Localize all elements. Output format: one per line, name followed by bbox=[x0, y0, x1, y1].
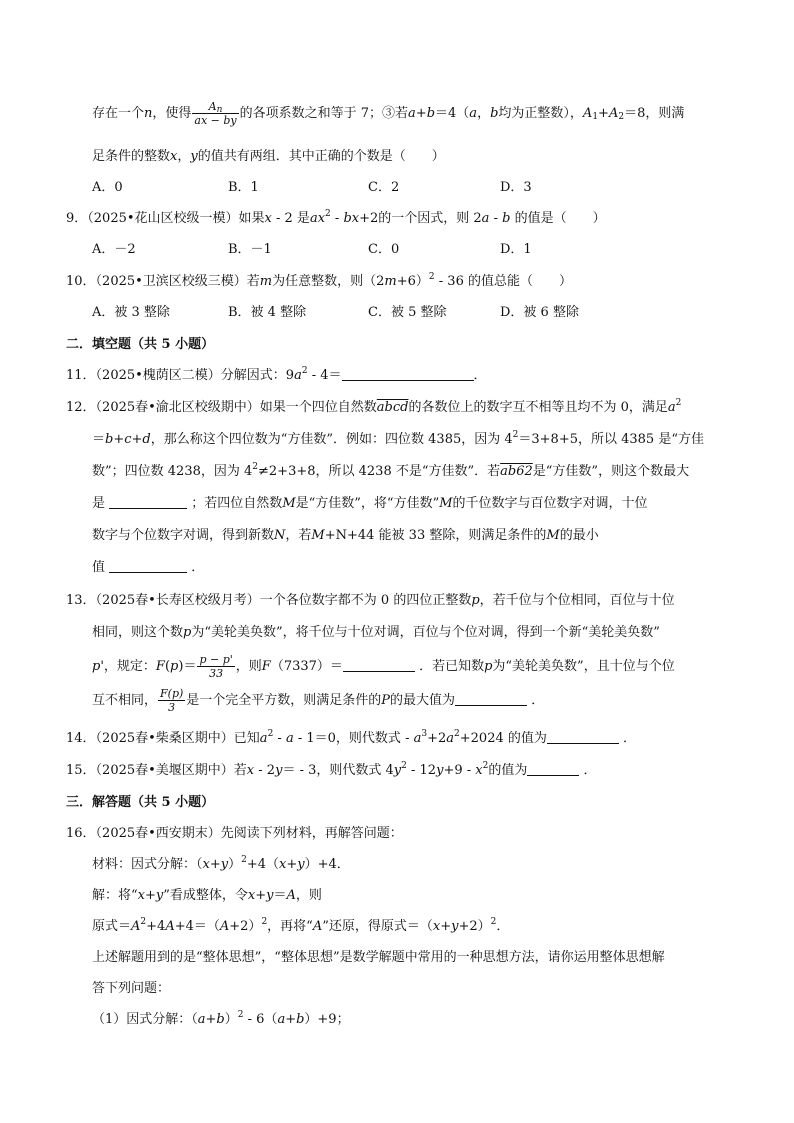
sub: 2 bbox=[618, 112, 625, 122]
text: 9．（2025•花山区校级一模）如果 bbox=[66, 211, 265, 226]
sup: 2 bbox=[401, 761, 407, 771]
question-15 bbox=[66, 759, 597, 778]
text: 12．（2025春•渝北区校级期中）如果一个四位自然数 bbox=[66, 400, 377, 415]
text: ）+4． bbox=[304, 857, 350, 872]
text: 15．（2025春•美堰区期中）若 bbox=[66, 763, 247, 778]
text: +2024 的值为 bbox=[459, 731, 547, 746]
expr: a+b bbox=[408, 106, 436, 121]
var: F bbox=[155, 659, 165, 674]
text: ，那么称这个四位数为“方佳数”．例如：四位数 4385，因为 4 bbox=[150, 432, 513, 447]
q9-option-c: C．0 bbox=[368, 242, 400, 257]
var: ax bbox=[309, 211, 326, 226]
frac-den: 3 bbox=[158, 700, 185, 714]
text: - 2 bbox=[254, 763, 276, 778]
text: ≠2+3+8，所以 4238 不是“方佳数”．若 bbox=[258, 464, 501, 479]
text: ，若 bbox=[285, 528, 312, 543]
answer-blank[interactable] bbox=[527, 762, 579, 776]
text: ＝ bbox=[273, 888, 287, 903]
text: 13．（2025春•长寿区校级月考）一个各位数字都不为 0 的四位正整数 bbox=[66, 593, 472, 608]
frac-num-sub: n bbox=[216, 105, 223, 115]
var: p bbox=[484, 659, 493, 674]
text: - 1＝0，则代数式 - bbox=[293, 731, 414, 746]
q16-material-1 bbox=[92, 853, 350, 872]
text: ． bbox=[583, 763, 597, 778]
sup: 2 bbox=[675, 398, 682, 408]
text: 均为正整数）， bbox=[498, 106, 583, 121]
text: ，使得 bbox=[152, 106, 192, 121]
text: 数字与个位数字对调，得到新数 bbox=[92, 528, 275, 543]
text: 为任意整数，则（2 bbox=[272, 274, 385, 289]
var: A bbox=[219, 919, 230, 934]
var: a bbox=[481, 211, 490, 226]
expr: x+y bbox=[202, 857, 229, 872]
text: ＝ bbox=[183, 659, 197, 674]
q12-line-4 bbox=[92, 492, 648, 511]
var: M bbox=[439, 496, 453, 511]
q9-option-a: A．－2 bbox=[92, 242, 136, 257]
text: 14．（2025春•柴桑区期中）已知 bbox=[66, 731, 260, 746]
text: ＝ bbox=[92, 432, 106, 447]
text: 为“美轮美奂数”，将千位与十位对调，百位与个位对调，得到一个新“美轮美奂数” bbox=[191, 625, 660, 640]
var: P bbox=[381, 693, 391, 708]
text: ＝4（ bbox=[435, 106, 470, 121]
frac-den: 33 bbox=[197, 666, 234, 680]
text: ． bbox=[496, 919, 510, 934]
var: p bbox=[170, 659, 179, 674]
var: a bbox=[285, 731, 294, 746]
text: 的最大值为 bbox=[390, 693, 456, 708]
answer-blank[interactable] bbox=[547, 730, 619, 744]
text: - 2 是 bbox=[271, 211, 310, 226]
var: y bbox=[393, 763, 402, 778]
expr: x+y bbox=[279, 857, 305, 872]
var: y bbox=[436, 763, 444, 778]
q8-option-d: D．3 bbox=[500, 180, 532, 195]
sub: 1 bbox=[592, 112, 599, 122]
text: 的值是（ ） bbox=[510, 211, 606, 226]
q12-line-2 bbox=[92, 428, 704, 447]
text: - 12 bbox=[406, 763, 437, 778]
text: +6） bbox=[396, 274, 429, 289]
overline-number: abcd bbox=[376, 400, 409, 415]
text: +2 bbox=[427, 731, 447, 746]
text: ． bbox=[531, 693, 545, 708]
text: 10．（2025•卫滨区校级三模）若 bbox=[66, 274, 260, 289]
text: ”看成整体，令 bbox=[163, 888, 248, 903]
sup: 2 bbox=[301, 366, 308, 376]
var: x bbox=[264, 211, 272, 226]
q8-line-1 bbox=[92, 100, 684, 127]
expr: b+c+d bbox=[105, 432, 151, 447]
text: - 6（ bbox=[243, 1012, 278, 1027]
text: 的最小 bbox=[559, 528, 599, 543]
q13-line-2 bbox=[92, 621, 660, 640]
text: + bbox=[598, 106, 609, 121]
answer-blank[interactable] bbox=[342, 367, 474, 381]
text: ） bbox=[228, 857, 242, 872]
text: 相同，则这个数 bbox=[92, 625, 184, 640]
var: y bbox=[190, 149, 198, 164]
expr: x+y bbox=[432, 919, 459, 934]
text: ，规定： bbox=[103, 659, 156, 674]
text: 的各数位上的数字互不相等且均不为 0，满足 bbox=[408, 400, 668, 415]
var: p bbox=[183, 625, 192, 640]
text: 是“方佳数”，将“方佳数” bbox=[295, 496, 440, 511]
answer-blank[interactable] bbox=[109, 559, 187, 573]
text: 的各项系数之和等于 7；③若 bbox=[239, 106, 409, 121]
text: ( bbox=[164, 659, 171, 674]
q13-line-4 bbox=[92, 687, 544, 714]
q8-option-a: A．0 bbox=[92, 180, 123, 195]
var: bx bbox=[343, 211, 360, 226]
question-9 bbox=[66, 207, 606, 226]
sup: 2 bbox=[261, 917, 268, 927]
q13-line-3 bbox=[92, 653, 675, 680]
var: x bbox=[246, 763, 255, 778]
var: M bbox=[282, 496, 296, 511]
text: ，则 bbox=[235, 659, 262, 674]
sup: 3 bbox=[421, 729, 428, 739]
text: ＝ - 3，则代数式 4 bbox=[282, 763, 394, 778]
text: ”还原，得原式＝（ bbox=[322, 919, 433, 934]
sup: 2 bbox=[252, 462, 259, 472]
text: ． bbox=[473, 368, 487, 383]
text: ， bbox=[177, 149, 191, 164]
text: - 36 的值总能（ ） bbox=[434, 274, 572, 289]
fraction-an-over bbox=[192, 100, 238, 127]
answer-blank[interactable] bbox=[109, 495, 187, 509]
text: ＝8，则满 bbox=[624, 106, 685, 121]
var: a bbox=[413, 731, 422, 746]
var: x bbox=[475, 763, 483, 778]
text: （1）因式分解：（ bbox=[92, 1012, 198, 1027]
var: a bbox=[446, 731, 455, 746]
var: a bbox=[469, 106, 478, 121]
answer-blank[interactable] bbox=[343, 658, 415, 672]
sup: 2 bbox=[454, 729, 460, 739]
q12-line-1 bbox=[66, 396, 681, 415]
text: 数”；四位数 4238，因为 4 bbox=[92, 464, 253, 479]
text: - bbox=[489, 211, 503, 226]
text: +4＝（ bbox=[174, 919, 220, 934]
text: 解：将“ bbox=[92, 888, 138, 903]
overline-number: ab62 bbox=[500, 464, 533, 479]
question-11 bbox=[66, 364, 487, 383]
text: 存在一个 bbox=[92, 106, 145, 121]
text: ． bbox=[191, 560, 205, 575]
text: ) bbox=[178, 659, 184, 674]
text: ）+9； bbox=[304, 1012, 350, 1027]
q16-material-4: 上述解题用到的是“整体思想”，“整体思想”是数学解题中常用的一种思想方法，请你运用整体思想解 bbox=[92, 950, 665, 965]
frac-num: p − p' bbox=[199, 653, 233, 666]
text: ，若千位与个位相同，百位与十位 bbox=[479, 593, 675, 608]
frac-num: A bbox=[208, 100, 217, 113]
text: +2） bbox=[229, 919, 262, 934]
text: ， bbox=[477, 106, 491, 121]
question-10 bbox=[66, 270, 572, 289]
expr: a+b bbox=[197, 1012, 225, 1027]
text: ；若四位自然数 bbox=[191, 496, 283, 511]
sup: 2 bbox=[241, 855, 247, 865]
text: 的千位数字与百位数字对调，十位 bbox=[452, 496, 648, 511]
q8-option-c: C．2 bbox=[368, 180, 400, 195]
text: 是一个完全平方数，则满足条件的 bbox=[186, 693, 382, 708]
text: 为“美轮美奂数”，且十位与个位 bbox=[492, 659, 675, 674]
var-n: n bbox=[144, 106, 153, 121]
sup: 2 bbox=[512, 430, 519, 440]
var: p bbox=[471, 593, 480, 608]
q12-line-6 bbox=[92, 556, 204, 575]
var: M bbox=[311, 528, 325, 543]
text: 的值共有两组．其中正确的个数是（ ） bbox=[197, 149, 445, 164]
text: +2） bbox=[458, 919, 491, 934]
sup: 2 bbox=[490, 917, 497, 927]
q12-line-5 bbox=[92, 524, 599, 543]
sup: 2 bbox=[428, 272, 435, 282]
q12-line-3 bbox=[92, 460, 689, 479]
var: A bbox=[582, 106, 593, 121]
sup: 2 bbox=[237, 1010, 244, 1020]
var: a bbox=[667, 400, 676, 415]
q8-line-2 bbox=[92, 145, 445, 164]
text: 11．（2025•槐荫区二模）分解因式：9 bbox=[66, 368, 295, 383]
text: 是“方佳数”，则这个数最大 bbox=[532, 464, 690, 479]
q16-material-3 bbox=[92, 915, 509, 934]
text: ＝3+8+5，所以 4385 是“方佳 bbox=[518, 432, 704, 447]
section-2-heading: 二．填空题（共 5 小题） bbox=[66, 337, 215, 352]
q10-option-a: A．被 3 整除 bbox=[92, 305, 170, 320]
text: - bbox=[273, 731, 286, 746]
text: 的值为 bbox=[488, 763, 528, 778]
text: +9 - bbox=[443, 763, 476, 778]
var: A bbox=[131, 919, 141, 934]
var: a bbox=[259, 731, 268, 746]
expr: x+y bbox=[247, 888, 274, 903]
text: ． bbox=[623, 731, 637, 746]
text: - bbox=[330, 211, 344, 226]
section-3-heading: 三．解答题（共 5 小题） bbox=[66, 795, 215, 810]
var: a bbox=[294, 368, 302, 383]
var: A bbox=[312, 919, 323, 934]
text: ） bbox=[224, 1012, 238, 1027]
text: ，则 bbox=[295, 888, 322, 903]
var: m bbox=[384, 274, 397, 289]
sup: 2 bbox=[325, 209, 331, 219]
text: 值 bbox=[92, 560, 106, 575]
var: A bbox=[608, 106, 619, 121]
text: 足条件的整数 bbox=[92, 149, 171, 164]
var: b bbox=[490, 106, 499, 121]
var: A bbox=[286, 888, 296, 903]
text: +N+44 能被 33 整除，则满足条件的 bbox=[324, 528, 547, 543]
q10-option-c: C．被 5 整除 bbox=[368, 305, 447, 320]
question-14 bbox=[66, 727, 636, 746]
q16-title: 16．（2025春•西安期末）先阅读下列材料，再解答问题： bbox=[66, 826, 403, 841]
text: 原式＝ bbox=[92, 919, 132, 934]
sup: 2 bbox=[482, 761, 489, 771]
expr: x+y bbox=[137, 888, 164, 903]
frac-den: ax − by bbox=[194, 114, 237, 127]
var: b bbox=[502, 211, 511, 226]
text: 材料：因式分解：（ bbox=[92, 857, 203, 872]
var: F bbox=[261, 659, 271, 674]
frac-num: F(p) bbox=[160, 687, 184, 700]
q16-material-5: 答下列问题： bbox=[92, 981, 171, 996]
var: x bbox=[170, 149, 178, 164]
sup: 2 bbox=[267, 729, 274, 739]
text: +4（ bbox=[246, 857, 280, 872]
text: ，再将“ bbox=[267, 919, 313, 934]
q16-material-2 bbox=[92, 884, 322, 903]
q10-option-d: D．被 6 整除 bbox=[500, 305, 579, 320]
var: A bbox=[165, 919, 175, 934]
var: M bbox=[546, 528, 560, 543]
var: p' bbox=[92, 659, 104, 674]
q16-part-1 bbox=[92, 1008, 350, 1027]
text: 是 bbox=[92, 496, 106, 511]
text: - 4＝ bbox=[307, 368, 342, 383]
text: +4 bbox=[146, 919, 166, 934]
text: （7337）＝ bbox=[270, 659, 343, 674]
fraction-fp-over-3 bbox=[158, 687, 185, 714]
var: y bbox=[275, 763, 283, 778]
sup: 2 bbox=[140, 917, 147, 927]
expr: a+b bbox=[277, 1012, 305, 1027]
q9-option-b: B．－1 bbox=[228, 242, 272, 257]
answer-blank[interactable] bbox=[455, 692, 527, 706]
var: N bbox=[274, 528, 286, 543]
q8-option-b: B．1 bbox=[228, 180, 259, 195]
text: 互不相同， bbox=[92, 693, 158, 708]
text: +2的一个因式，则 2 bbox=[359, 211, 482, 226]
text: ．若已知数 bbox=[419, 659, 485, 674]
q9-option-d: D．1 bbox=[500, 242, 532, 257]
var: m bbox=[259, 274, 273, 289]
q13-line-1 bbox=[66, 589, 675, 608]
q10-option-b: B．被 4 整除 bbox=[228, 305, 307, 320]
fraction-f-p bbox=[197, 653, 234, 680]
